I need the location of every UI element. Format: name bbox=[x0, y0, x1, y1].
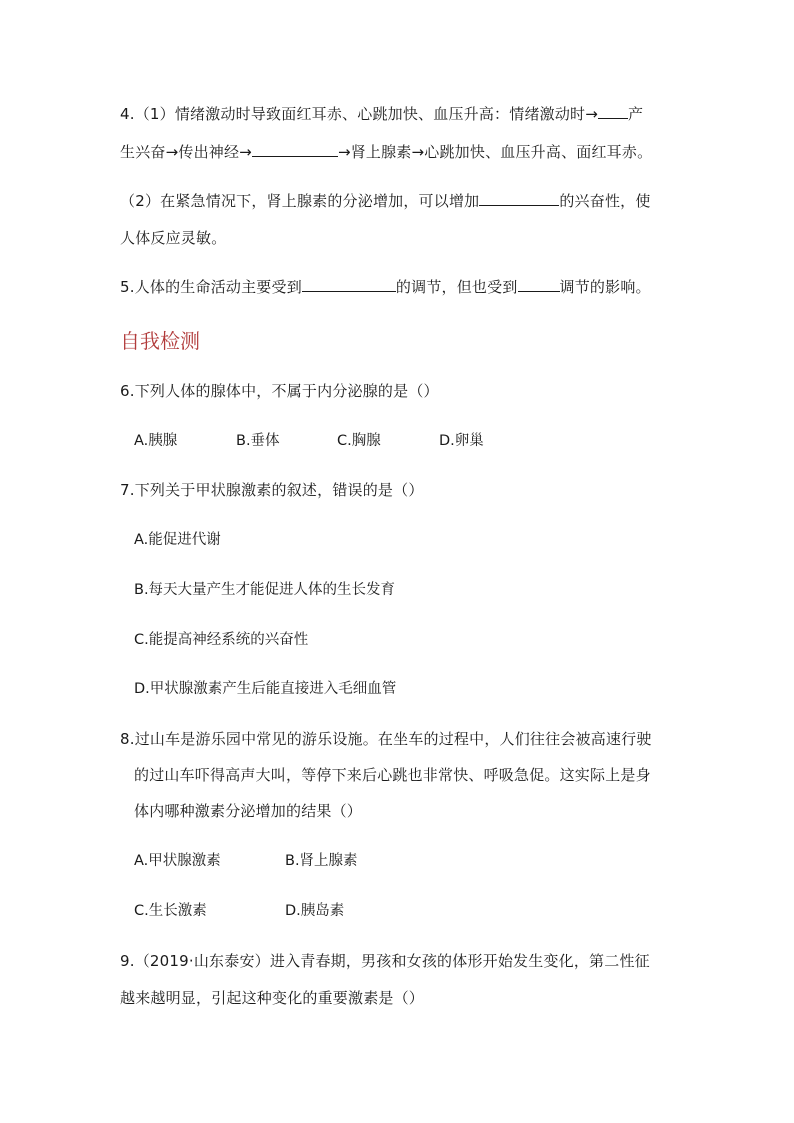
q7-stem: 7.下列关于甲状腺激素的叙述，错误的是（） bbox=[120, 481, 424, 499]
q4-line-2 bbox=[120, 141, 652, 162]
q5-text: 5.人体的生命活动主要受到 bbox=[120, 278, 302, 296]
q6-option-a[interactable]: A.胰腺 bbox=[134, 433, 178, 449]
q6-option-c[interactable]: C.胸腺 bbox=[337, 433, 381, 449]
q4-text: （2）在紧急情况下，肾上腺素的分泌增加，可以增加 bbox=[120, 192, 480, 210]
q5-text: 调节的影响。 bbox=[559, 278, 651, 296]
answer-blank[interactable] bbox=[598, 103, 628, 119]
answer-blank[interactable] bbox=[302, 276, 396, 292]
q5-line bbox=[120, 276, 651, 297]
answer-blank[interactable] bbox=[479, 190, 559, 206]
q4-text: 生兴奋→传出神经→ bbox=[120, 143, 252, 161]
q6-option-d[interactable]: D.卵巢 bbox=[439, 433, 484, 449]
q4-part2-line-2 bbox=[120, 228, 226, 248]
q4-line-1 bbox=[120, 103, 643, 124]
answer-blank[interactable] bbox=[518, 276, 560, 292]
q4-text: →肾上腺素→心跳加快、血压升高、面红耳赤。 bbox=[337, 143, 653, 161]
q8-option-c[interactable]: C.生长激素 bbox=[134, 903, 207, 919]
q4-text: 4.（1）情绪激动时导致面红耳赤、心跳加快、血压升高：情绪激动时→ bbox=[120, 105, 599, 123]
q9-stem-line-2: 越来越明显，引起这种变化的重要激素是（） bbox=[120, 989, 425, 1007]
q6-option-b[interactable]: B.垂体 bbox=[236, 433, 280, 449]
section-title: 自我检测 bbox=[120, 329, 200, 353]
q6-stem: 6.下列人体的腺体中，不属于内分泌腺的是（） bbox=[120, 382, 439, 400]
q8-stem-line-2: 的过山车吓得高声大叫，等停下来后心跳也非常快、呼吸急促。这实际上是身 bbox=[134, 766, 651, 784]
q4-text: 人体反应灵敏。 bbox=[120, 229, 227, 247]
q8-option-d[interactable]: D.胰岛素 bbox=[285, 903, 345, 919]
q4-part2-line-1 bbox=[120, 190, 651, 211]
q8-stem-line-3: 体内哪种激素分泌增加的结果（） bbox=[134, 802, 363, 820]
q7-option-c[interactable]: C.能提高神经系统的兴奋性 bbox=[134, 632, 309, 648]
answer-blank[interactable] bbox=[252, 141, 338, 157]
q9-stem-line-1: 9.（2019·山东泰安）进入青春期，男孩和女孩的体形开始发生变化，第二性征 bbox=[120, 952, 650, 970]
q7-option-d[interactable]: D.甲状腺激素产生后能直接进入毛细血管 bbox=[134, 681, 397, 697]
q7-option-b[interactable]: B.每天大量产生才能促进人体的生长发育 bbox=[134, 582, 396, 598]
q8-option-b[interactable]: B.肾上腺素 bbox=[285, 853, 358, 869]
q4-text: 的兴奋性，使 bbox=[559, 192, 651, 210]
q8-option-a[interactable]: A.甲状腺激素 bbox=[134, 853, 221, 869]
q7-option-a[interactable]: A.能促进代谢 bbox=[134, 532, 221, 548]
q4-text: 产 bbox=[628, 105, 644, 123]
q8-stem-line-1: 8.过山车是游乐园中常见的游乐设施。在坐车的过程中，人们往往会被高速行驶 bbox=[120, 730, 652, 748]
q5-text: 的调节，但也受到 bbox=[395, 278, 518, 296]
